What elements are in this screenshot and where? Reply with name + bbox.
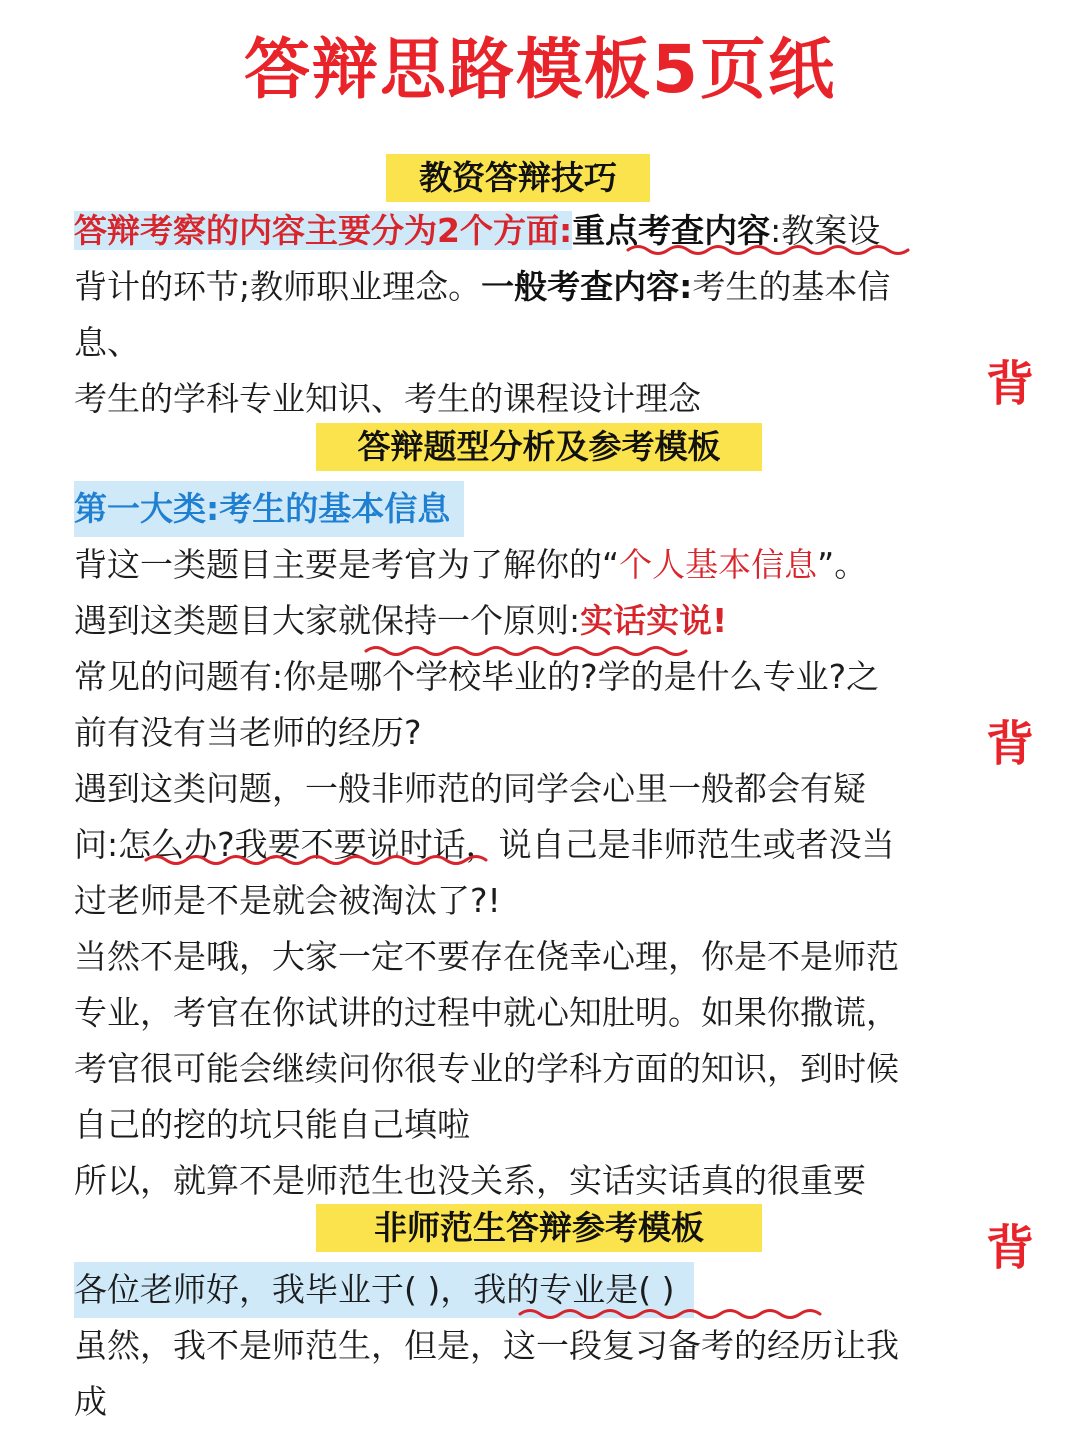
text-line: 过老师是不是就会被淘汰了?! [74,881,501,920]
section-heading-skills: 教资答辩技巧 [386,154,650,202]
section-heading-template: 非师范生答辩参考模板 [316,1204,762,1252]
text-line [74,593,727,649]
text-line: 自己的挖的坑只能自己填啦 [74,1105,470,1144]
text-line [74,203,880,259]
text-line: 当然不是哦，大家一定不要存在侥幸心理，你是不是师范 [74,937,899,976]
text-line: 问:怎么办?我要不要说时话，说自己是非师范生或者没当 [74,825,895,864]
text-line: 常见的问题有:你是哪个学校毕业的?学的是什么专业?之 [74,657,880,696]
body-text: 背这一类题目主要是考官为了解你的“ [74,545,620,584]
text-line: 考官很可能会继续问你很专业的学科方面的知识，到时候 [74,1049,899,1088]
text-line [74,481,464,537]
text-line: 虽然，我不是师范生，但是，这一段复习备考的经历让我 [74,1326,899,1365]
text-line: 遇到这类问题，一般非师范的同学会心里一般都会有疑 [74,769,866,808]
text-line [74,1262,694,1318]
key-content-text: 背计的环节;教师职业理念。 [74,267,482,306]
key-content-label: 重点考查内容 [572,211,771,250]
general-content-text: 考生的基本信 [692,267,891,306]
template-greeting: 各位老师好，我毕业于( )，我的专业是( ) [74,1262,694,1318]
page-title: 答辩思路模板5页纸 [244,31,836,108]
text-line [74,537,867,593]
intro-highlight: 答辩考察的内容主要分为2个方面: [74,211,573,250]
text-line [74,259,890,315]
text-line: 息、 [74,323,140,362]
text-line: 前有没有当老师的经历? [74,713,422,752]
body-text: ”。 [817,545,868,584]
body-text: 遇到这类题目大家就保持一个原则: [74,601,581,640]
text-line: 成 [74,1382,107,1421]
text-line: 专业，考官在你试讲的过程中就心知肚明。如果你撒谎， [74,993,899,1032]
key-content-text: :教案设 [770,211,881,250]
section-heading-analysis: 答辩题型分析及参考模板 [316,423,762,471]
text-line: 考生的学科专业知识、考生的课程设计理念 [74,379,701,418]
principle-text: 实话实说! [580,601,728,640]
memorize-mark: 背 [986,1220,1035,1276]
personal-info-text: 个人基本信息 [619,545,818,584]
category-label: 第一大类:考生的基本信息 [74,481,464,537]
text-line: 所以，就算不是师范生也没关系，实话实话真的很重要 [74,1161,866,1200]
general-content-label: 一般考查内容: [481,267,693,306]
memorize-mark: 背 [986,356,1035,412]
memorize-mark: 背 [986,716,1035,772]
